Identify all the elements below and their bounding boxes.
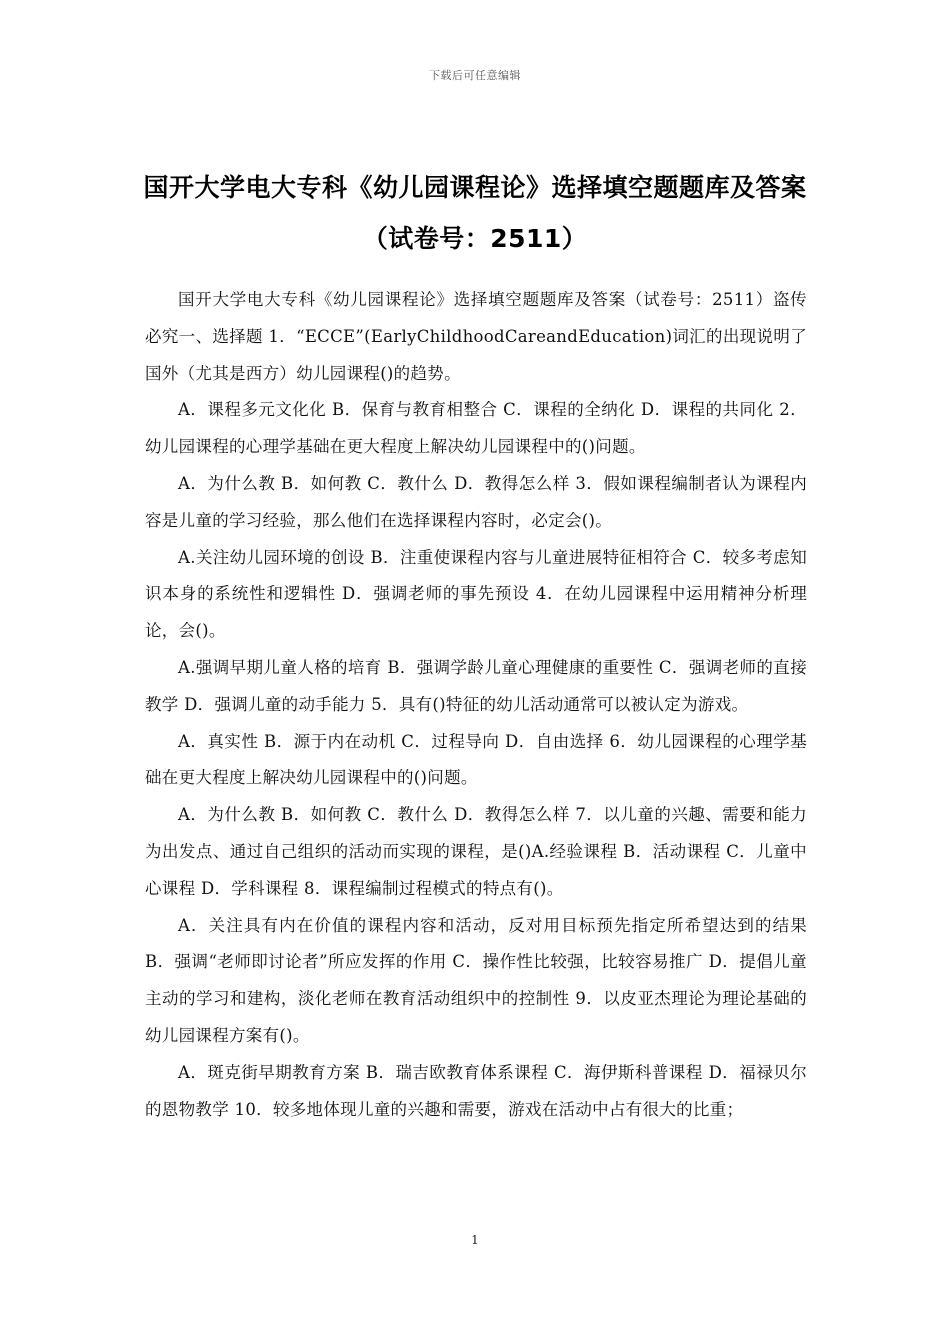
- paragraph: A．课程多元文化化 B．保育与教育相整合 C．课程的全纳化 D．课程的共同化 2．幼儿园课程的心理学基础在更大程度上解决幼儿园课程中的()问题。: [145, 400, 807, 457]
- paragraph: A.关注幼儿园环境的创设 B．注重使课程内容与儿童进展特征相符合 C．较多考虑知识本身的系统性和逻辑性 D．强调老师的事先预设 4．在幼儿园课程中运用精神分析理论，会()。: [145, 547, 807, 641]
- document-body: [145, 282, 807, 1128]
- paragraph: A．为什么教 B．如何教 C．教什么 D．教得怎么样 3．假如课程编制者认为课程内容是儿童的学习经验，那么他们在选择课程内容时，必定会()。: [145, 473, 807, 530]
- page-number: 1: [471, 1233, 479, 1247]
- paragraph: A．关注具有内在价值的课程内容和活动，反对用目标预先指定所希望达到的结果 B．强调“老师即讨论者”所应发挥的作用 C．操作性比较强，比较容易推广 D．提倡儿童主动的学习和建构，淡化老师在教育活动组织中的控制性 9．以皮亚杰理论为理论基础的幼儿园课程方案有()。: [145, 915, 807, 1045]
- paragraph: A．斑克街早期教育方案 B．瑞吉欧教育体系课程 C．海伊斯科普课程 D．福禄贝尔的恩物教学 10．较多地体现儿童的兴趣和需要，游戏在活动中占有很大的比重；: [145, 1062, 807, 1119]
- page-title: 国开大学电大专科《幼儿园课程论》选择填空题题库及答案（试卷号：2511）: [143, 172, 807, 253]
- paragraph: A.强调早期儿童人格的培育 B．强调学龄儿童心理健康的重要性 C．强调老师的直接教学 D．强调儿童的动手能力 5．具有()特征的幼儿活动通常可以被认定为游戏。: [145, 657, 807, 714]
- paragraph: 国开大学电大专科《幼儿园课程论》选择填空题题库及答案（试卷号：2511）盗传必究一、选择题 1．“ECCE”(EarlyChildhoodCareandEducation)词汇的出现说明了国外（尤其是西方）幼儿园课程()的趋势。: [145, 290, 807, 383]
- header-note: 下载后可任意编辑: [429, 69, 521, 82]
- paragraph: A．真实性 B．源于内在动机 C．过程导向 D．自由选择 6．幼儿园课程的心理学基础在更大程度上解决幼儿园课程中的()问题。: [145, 731, 807, 788]
- paragraph: A．为什么教 B．如何教 C．教什么 D．教得怎么样 7．以儿童的兴趣、需要和能力为出发点、通过自己组织的活动而实现的课程，是()A.经验课程 B．活动课程 C．儿童中心课程 D．学科课程 8．课程编制过程模式的特点有()。: [145, 805, 807, 898]
